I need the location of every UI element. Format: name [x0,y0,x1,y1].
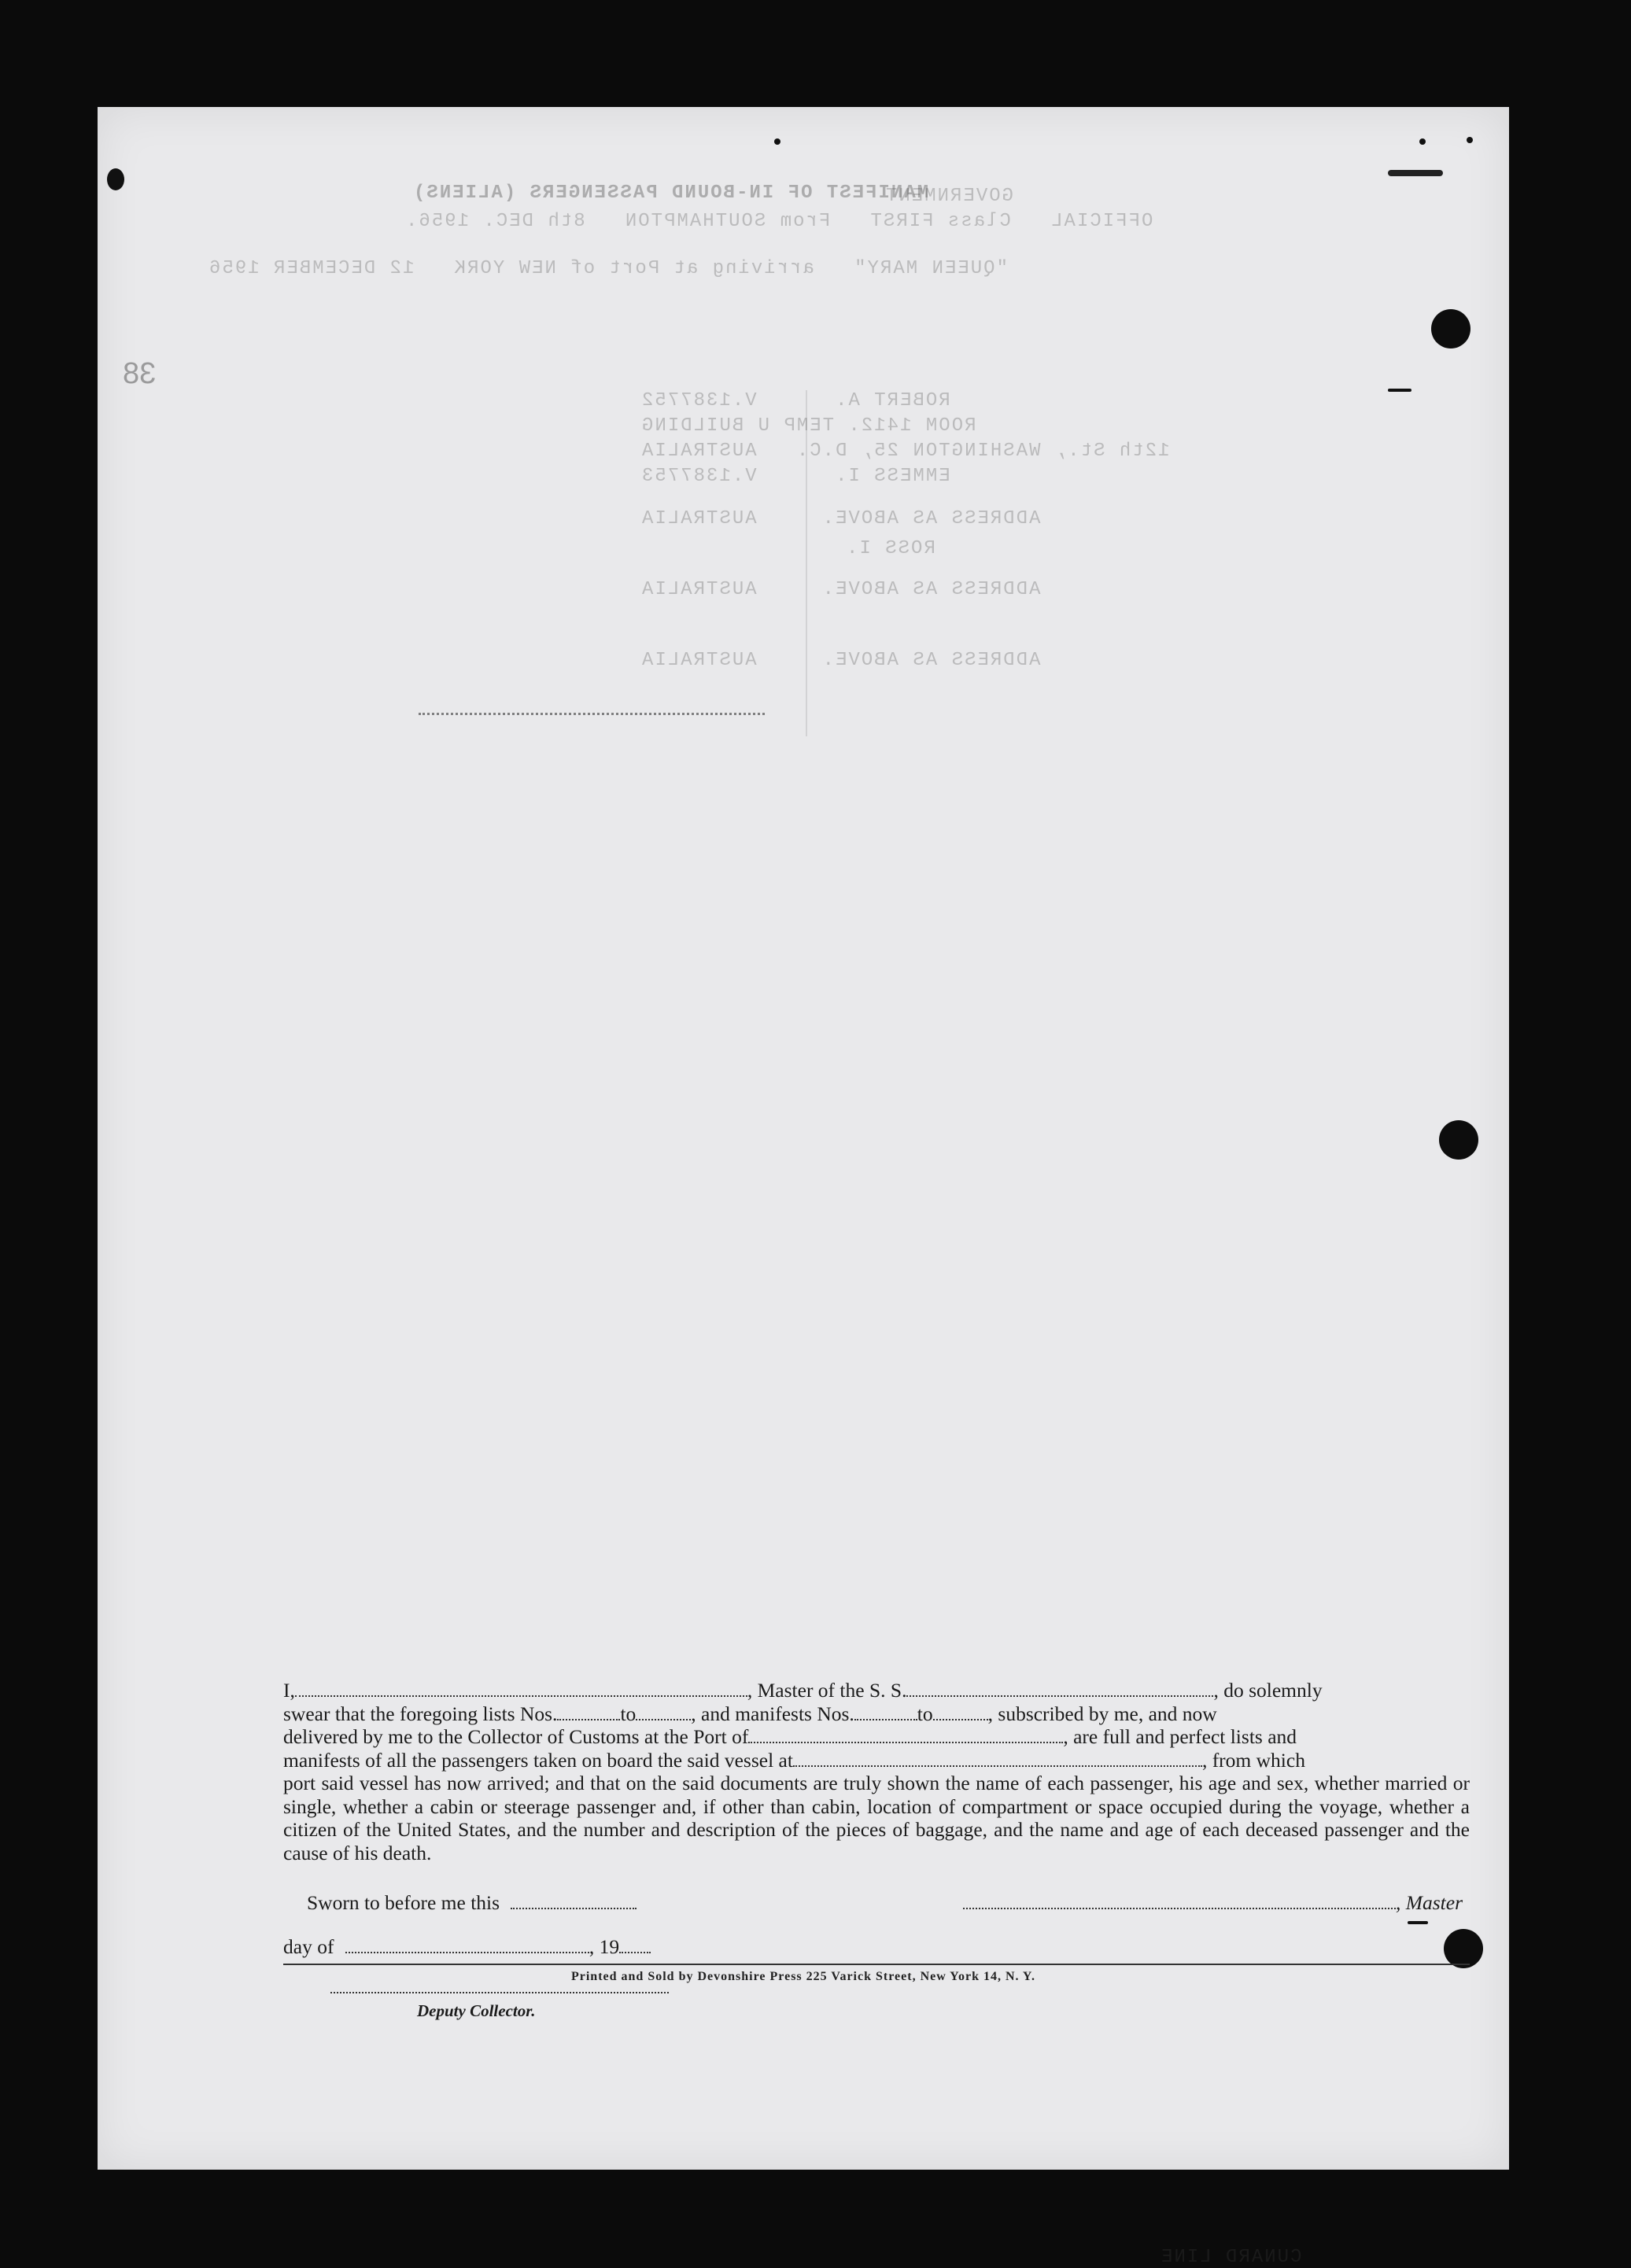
bleed-row: ROOM 1412. TEMP U BUILDING [640,415,976,437]
bleed-page-number: 38 [123,357,157,390]
bleed-subheading: OFFICIAL Class FIRST From SOUTHAMPTON 8th DEC. 1956. [404,211,1153,232]
master-name-blank[interactable] [295,1681,747,1697]
punch-hole [1431,309,1470,348]
bleed-row: EMMESS I. V.1387753 [640,466,950,487]
oath-line-2: swear that the foregoing lists Nos. to , and manifests Nos. to , subscribed by me, and now [283,1702,1217,1725]
bleed-government: GOVERNMENT [884,186,1014,207]
speck [1419,138,1426,145]
footer-rule [283,1964,1470,1965]
oath-line-1: I, , Master of the S. S. , do solemnly [283,1679,1323,1702]
speck [107,168,124,190]
bleed-row: ROSS I. [845,538,935,559]
bleed-row: ADDRESS AS ABOVE. AUSTRALIA [640,508,1041,529]
master-signature-line: , Master [963,1891,1463,1915]
ship-name-blank[interactable] [906,1681,1213,1697]
deputy-signature-blank[interactable] [330,1992,669,1993]
sworn-date-blank[interactable] [511,1894,637,1909]
speck [1388,389,1411,392]
oath-paragraph [283,1679,1470,1864]
list-from-blank[interactable] [557,1705,620,1720]
punch-hole [1439,1120,1478,1160]
bleed-dotted-rule [419,713,765,715]
manifest-from-blank[interactable] [854,1705,917,1720]
day-of-line: day of , 19 [283,1935,651,1959]
bleed-heading: MANIFEST OF IN-BOUND PASSENGERS (ALIENS) [412,183,929,204]
oath-line-3: delivered by me to the Collector of Customs at the Port of , are full and perfect lists and [283,1725,1297,1748]
speck [1388,170,1443,176]
deputy-collector-label: Deputy Collector. [417,2001,536,2020]
departure-port-blank[interactable] [793,1751,1202,1767]
bleed-column-rule [806,390,807,736]
speck [774,138,780,145]
sworn-line: Sworn to before me this [307,1891,637,1915]
bleed-row: ADDRESS AS ABOVE. AUSTRALIA [640,579,1041,600]
printer-imprint: Printed and Sold by Devonshire Press 225 Varick Street, New York 14, N. Y. [570,1970,1036,1983]
speck [1408,1921,1428,1924]
speck [1467,137,1473,143]
punch-hole [1444,1929,1483,1968]
oath-body: port said vessel has now arrived; and that on the said documents are truly shown the name of each passenger, his age and sex, whether married or single, whether a cabin or steerage passenger and, if other than cabin, location of compartment or space occupied during the voyage, whether a citizen of the United States, and the number and description of the pieces of baggage, and the name and age of each deceased passenger and the cause of his death. [283,1772,1470,1864]
manifest-page [98,107,1509,2268]
bleed-ship-line: "QUEEN MARY" arriving at Port of NEW YORK 12 DECEMBER 1956 [208,258,1008,279]
bleed-row: 12th St., WASHINGTON 25, D.C. AUSTRALIA [640,441,1170,462]
year-blank[interactable] [619,1938,651,1953]
port-blank[interactable] [748,1728,1063,1743]
manifest-to-blank[interactable] [933,1705,988,1720]
bleed-row: ROBERT A. V.1387752 [640,390,950,411]
bleed-row: ADDRESS AS ABOVE. AUSTRALIA [640,650,1041,671]
list-to-blank[interactable] [636,1705,691,1720]
bleed-footer: CUNARD LINE [1160,2247,1302,2268]
oath-line-4: manifests of all the passengers taken on board the said vessel at , from which [283,1748,1305,1772]
master-signature-blank[interactable] [963,1894,1396,1909]
month-blank[interactable] [345,1938,589,1953]
